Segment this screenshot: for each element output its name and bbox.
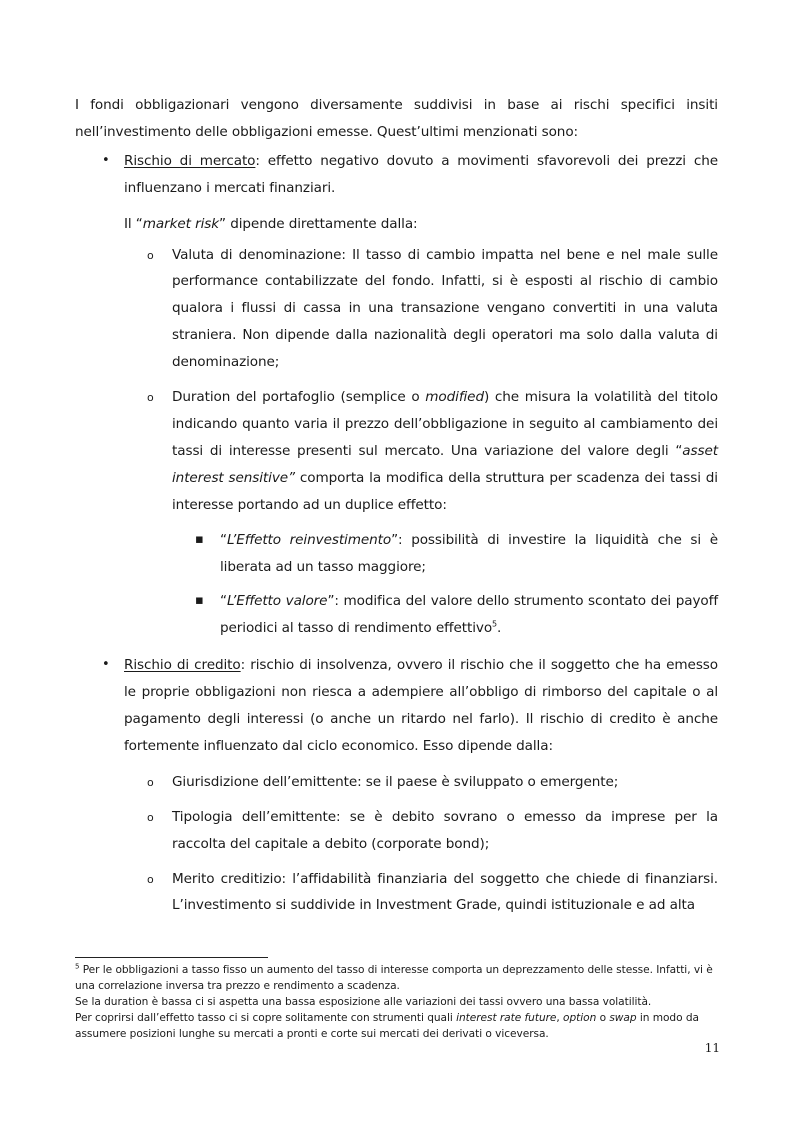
- bullet-marker: •: [102, 657, 110, 673]
- effect-reinvestment: ▪ “L’Effetto reinvestimento”: possibilità di investire la liquidità che si è liberata ad un tasso maggiore;: [75, 527, 718, 581]
- footnote-ref[interactable]: 5: [492, 619, 498, 629]
- market-risk-desc: : effetto negativo dovuto a movimenti sfavorevoli dei prezzi che influenzano i mercati finanziari.: [124, 152, 718, 196]
- item-currency: [75, 242, 718, 377]
- footnote-line-1: $^5$ Per le obbligazioni a tasso fisso un aumento del tasso di interesse comporta un deprezzamento delle stesse. Infatti, vi è una correlazione inversa tra prezzo e rendimento a scadenza.: [75, 962, 713, 992]
- footnote-separator: [75, 957, 268, 958]
- bullet-marker: •: [102, 152, 110, 168]
- footnote-line-3: Per coprirsi dall’effetto tasso ci si copre solitamente con strumenti quali interest rate future, option o swap in modo da assumere posizioni lunghe su mercati a pronti e corte sui mercati dei derivati o viceversa.: [75, 1011, 699, 1040]
- item-credit-merit: o Merito creditizio: l’affidabilità finanziaria del soggetto che chiede di finanziarsi. L’investimento si suddivide in Investment Grade, quindi istituzionale e ad alta: [75, 866, 718, 920]
- bullet-market-risk: [75, 148, 718, 202]
- circle-marker: o: [147, 391, 154, 405]
- circle-marker: o: [147, 810, 154, 824]
- credit-risk-label: Rischio di credito: [124, 657, 241, 674]
- market-risk-subintro: Il “market risk” dipende direttamente dalla:: [124, 215, 418, 232]
- footnote-line-2: Se la duration è bassa ci si aspetta una bassa esposizione alle variazioni dei tassi ovvero una bassa volatilità.: [75, 995, 652, 1008]
- circle-marker: o: [147, 775, 154, 789]
- square-marker: ▪: [195, 593, 204, 609]
- credit-risk-desc: : rischio di insolvenza, ovvero il rischio che il soggetto che ha emesso le proprie obbligazioni non riesca a adempiere all’obbligo di rimborso del capitale o al pagamento degli interessi (o anche un ritardo nel farlo). Il rischio di credito è anche fortemente influenzato dal ciclo economico. Esso dipende dalla:: [124, 657, 719, 754]
- circle-marker: o: [147, 248, 154, 262]
- square-marker: ▪: [195, 531, 204, 547]
- footnotes: [75, 963, 718, 1043]
- bullet-credit-risk: [75, 652, 718, 760]
- currency-text: Valuta di denominazione: Il tasso di cambio impatta nel bene e nel male sulle performance contabilizzate del fondo. Infatti, si è esposti al rischio di cambio qualora i flussi di cassa in una transazione vengano convertiti in una valuta straniera. Non dipende dalla nazionalità degli operatori ma solo dalla valuta di denominazione;: [172, 246, 718, 371]
- page-number: 11: [704, 1041, 720, 1055]
- intro-paragraph: I fondi obbligazionari vengono diversamente suddivisi in base ai rischi specifici insiti nell’investimento delle obbligazioni emesse. Quest’ultimi menzionati sono:: [75, 97, 718, 140]
- item-duration: o Duration del portafoglio (semplice o modified) che misura la volatilità del titolo indicando quanto varia il prezzo dell’obbligazione in seguito al cambiamento dei tassi di interesse presenti sul mercato. Una variazione del valore degli “asset interest sensitive” comporta la modifica della struttura per scadenza dei tassi di interesse portando ad un duplice effetto:: [75, 384, 718, 519]
- item-jurisdiction: o Giurisdizione dell’emittente: se il paese è sviluppato o emergente;: [75, 769, 718, 796]
- market-risk-label: Rischio di mercato: [124, 152, 256, 169]
- item-issuer-type: o Tipologia dell’emittente: se è debito sovrano o emesso da imprese per la raccolta del capitale a debito (corporate bond);: [75, 804, 718, 858]
- body-text: [75, 92, 718, 927]
- circle-marker: o: [147, 872, 154, 886]
- effect-value: ▪ “L’Effetto valore”: modifica del valore dello strumento scontato dei payoff periodici al tasso di rendimento effettivo$^5$.: [75, 588, 718, 642]
